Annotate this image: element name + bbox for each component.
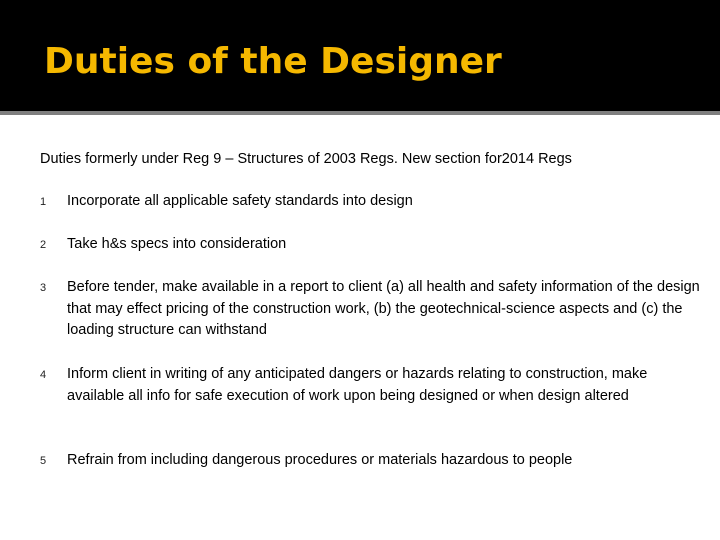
list-item-text: Refrain from including dangerous procedures or materials hazardous to people: [67, 452, 573, 468]
list-item-number: 3: [40, 282, 47, 294]
list-item-text: Inform client in writing of any anticipated dangers or hazards relating to construction, make available all info for safe execution of work upon being designed or when design altered: [67, 366, 648, 404]
list-item-text: Incorporate all applicable safety standards into design: [67, 193, 413, 209]
title-bar: [0, 0, 720, 111]
list-item-text: Before tender, make available in a report to client (a) all health and safety information of the design that may effect pricing of the construction work, (b) the geotechnical-science aspects and (c) the loading structure can withstand: [67, 279, 700, 339]
list-item-number: 5: [40, 455, 47, 467]
list-item-number: 4: [40, 369, 47, 381]
list-item-number: 1: [40, 196, 47, 208]
intro-text: Duties formerly under Reg 9 – Structures of 2003 Regs. New section for2014 Regs: [40, 151, 572, 167]
list-item-number: 2: [40, 239, 47, 251]
title-divider: [0, 111, 720, 115]
slide-title: Duties of the Designer: [44, 41, 502, 82]
list-item-text: Take h&s specs into consideration: [67, 236, 287, 252]
